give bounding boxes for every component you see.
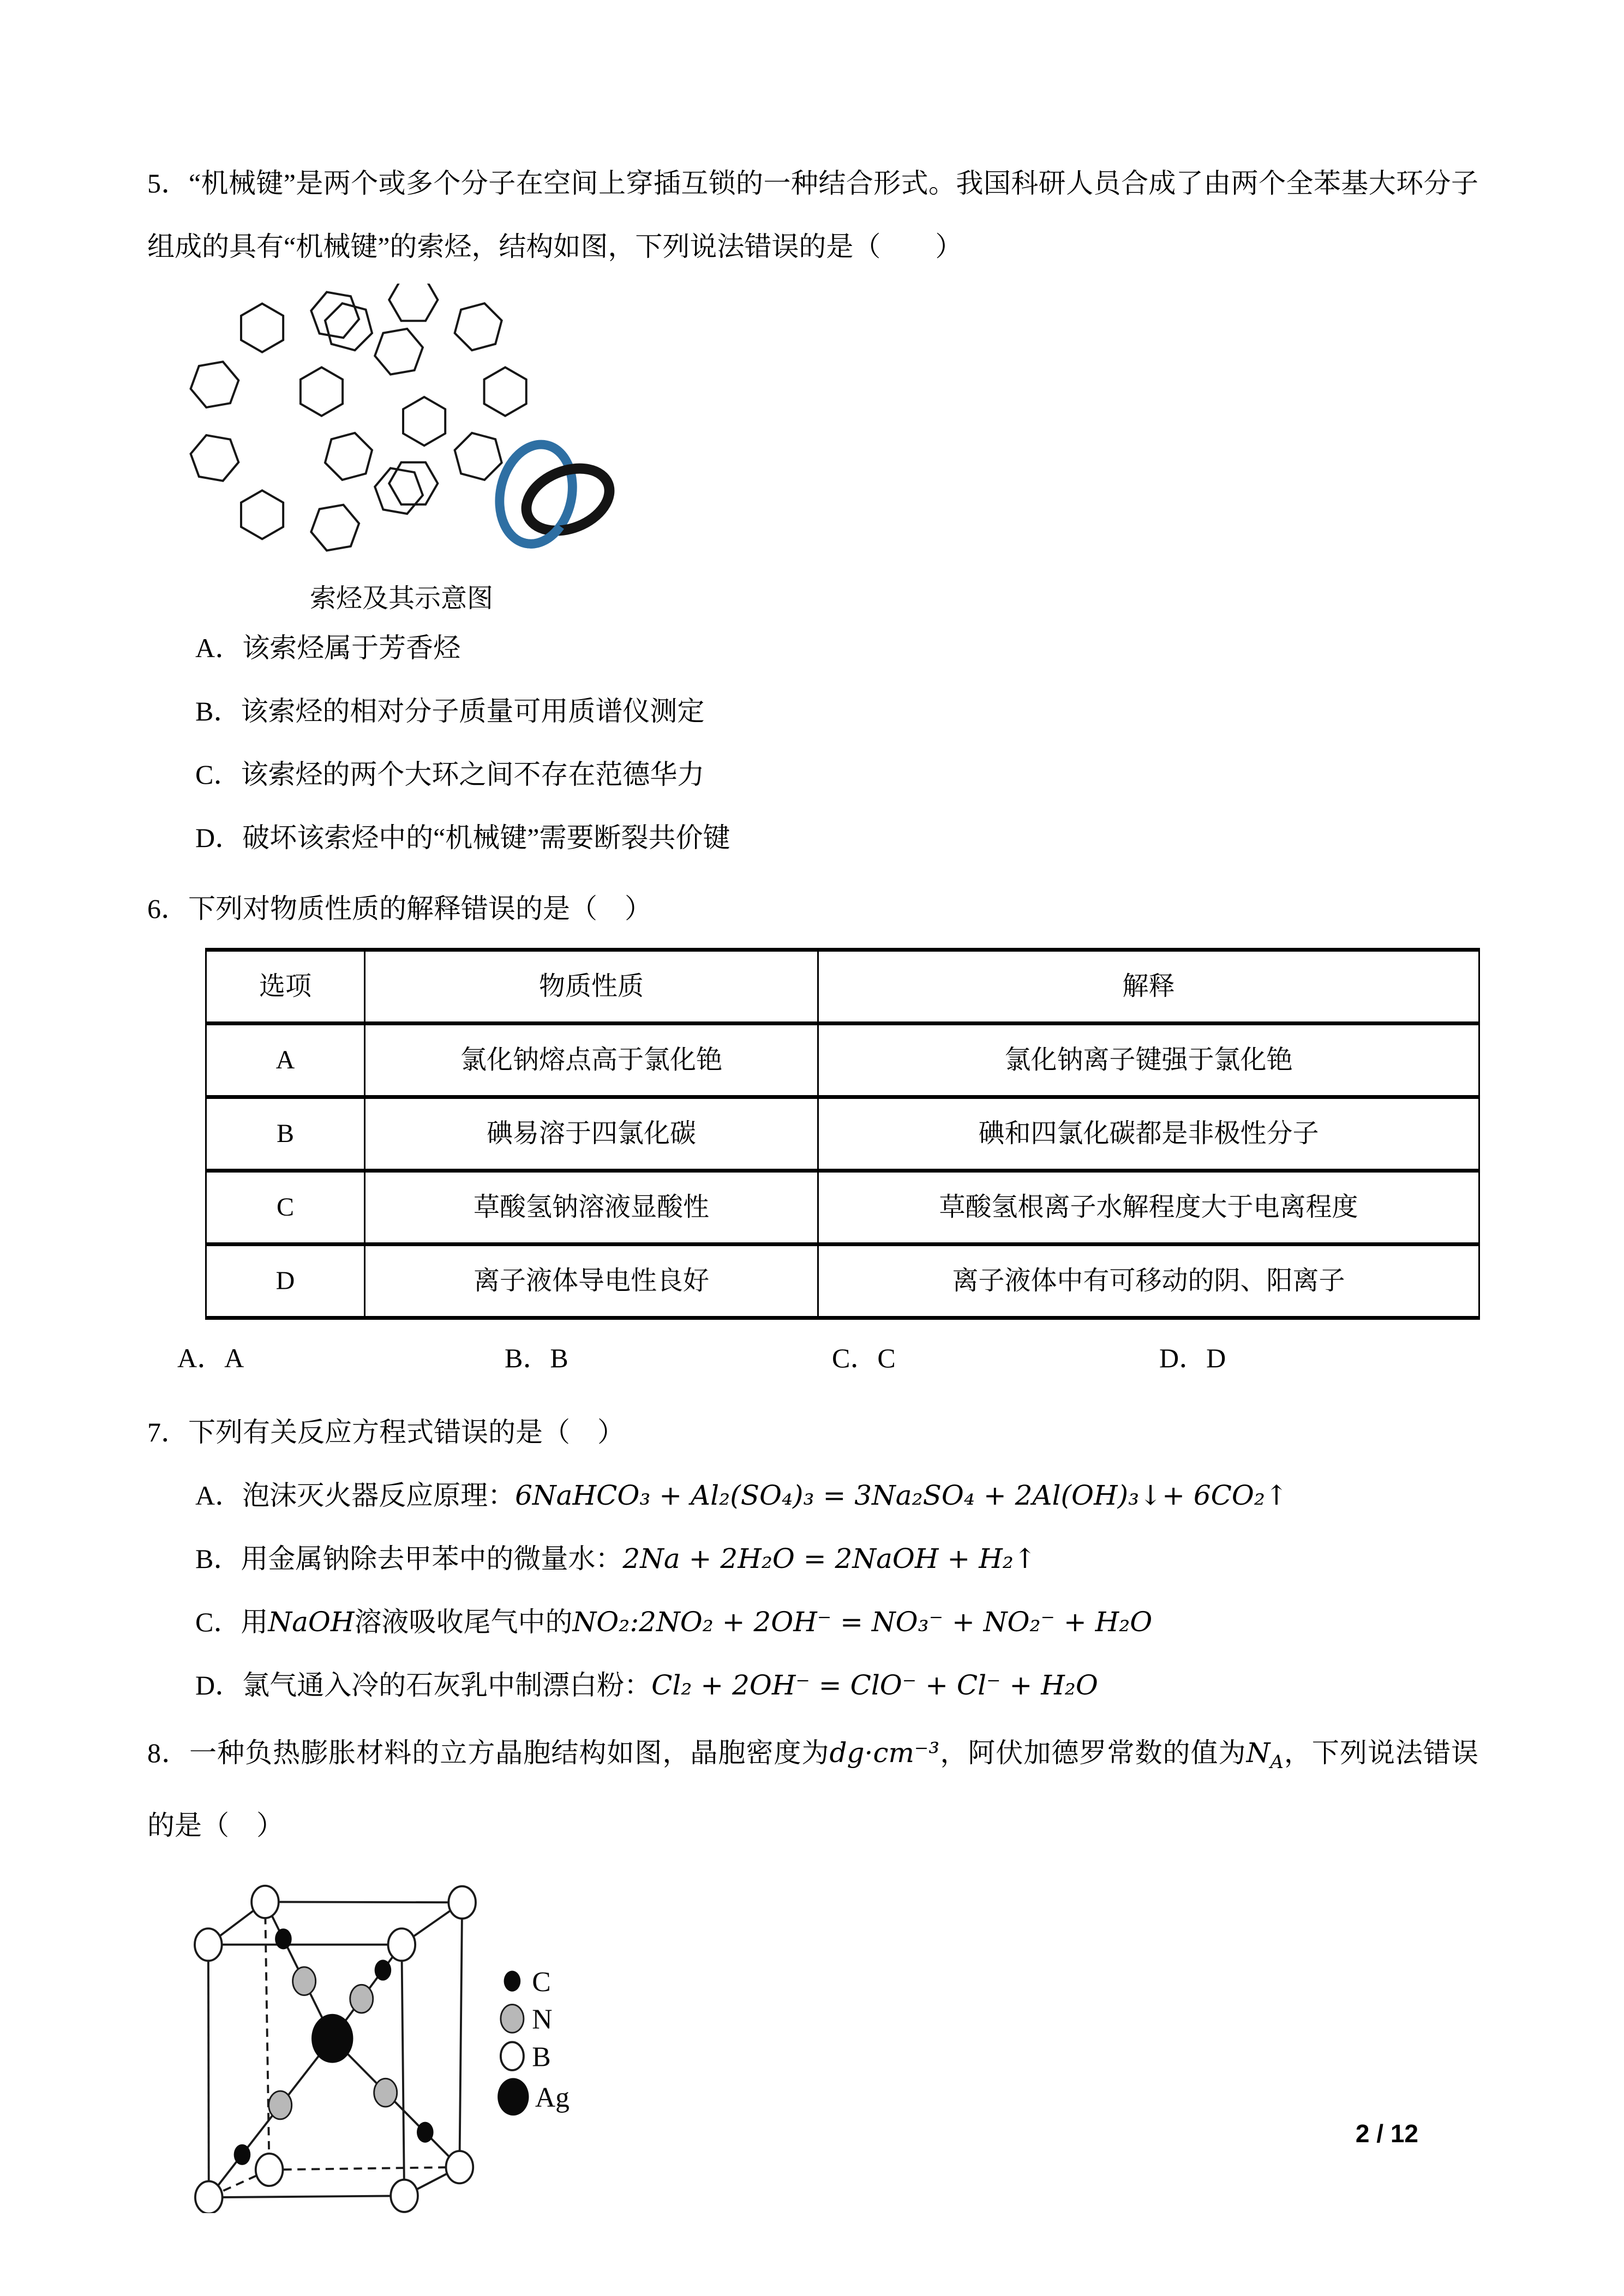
question-5 (147, 152, 1478, 869)
table-row: A 氯化钠熔点高于氯化铯 氯化钠离子键强于氯化铯 (206, 1024, 1479, 1097)
question-6-number: 6． (147, 893, 188, 924)
crystal-figure (147, 1869, 1478, 2235)
table-header-row (206, 950, 1479, 1024)
ag-atom (311, 2014, 353, 2063)
table-row: B 碘易溶于四氯化碳 碘和四氯化碳都是非极性分子 (206, 1097, 1479, 1171)
equation-d: Cl₂ + 2OH⁻ = ClO⁻ + Cl⁻ + H₂O (651, 1669, 1098, 1701)
catenane-structure-image (179, 284, 626, 559)
question-8-text: 8．一种负热膨胀材料的立方晶胞结构如图，晶胞密度为dg·cm⁻³，阿伏加德罗常数的值为$N_A$，下列说法错误的是（ ） (147, 1737, 1479, 1841)
q5-option-a: A．该索烃属于芳香烃 (195, 633, 461, 663)
q5-option-b: B．该索烃的相对分子质量可用质谱仪测定 (195, 696, 705, 726)
header-explanation: 解释 (818, 950, 1479, 1024)
crystal-legend (498, 1967, 570, 2115)
q5-option-c: C．该索烃的两个大环之间不存在范德华力 (195, 759, 705, 790)
q5-option-d: D．破坏该索烃中的“机械键”需要断裂共价键 (195, 822, 730, 853)
legend-b-icon (501, 2042, 524, 2070)
legend-b-label: B (532, 2041, 551, 2073)
header-option: 选项 (206, 950, 365, 1024)
catenane-figure (179, 284, 1478, 616)
question-7 (147, 1401, 1478, 1717)
question-5-options (147, 616, 1478, 869)
density-value: dg·cm⁻³ (829, 1737, 940, 1769)
page-content (147, 152, 1478, 2235)
header-property: 物质性质 (365, 950, 818, 1024)
q6-answer-a: A．A (177, 1343, 244, 1373)
crystal-cell-image (147, 1869, 616, 2213)
question-6 (147, 877, 1478, 1390)
avogadro-symbol: N (1246, 1737, 1271, 1769)
answer-options-row (147, 1326, 1478, 1390)
legend-ag-icon (498, 2078, 529, 2115)
q7-option-a: A．泡沫灭火器反应原理：6NaHCO₃ + Al₂(SO₄)₃ = 3Na₂SO₄ + 2Al(OH)₃↓+ 6CO₂↑ (195, 1480, 1288, 1511)
q6-answer-d: D．D (1159, 1343, 1226, 1373)
legend-n-label: N (532, 2004, 553, 2035)
q7-option-d: D．氯气通入冷的石灰乳中制漂白粉：Cl₂ + 2OH⁻ = ClO⁻ + Cl⁻ + H₂O (195, 1669, 1098, 1701)
question-5-text: 5．“机械键”是两个或多个分子在空间上穿插互锁的一种结合形式。我国科研人员合成了由两个全苯基大环分子组成的具有“机械键”的索烃，结构如图，下列说法错误的是（ ） (147, 168, 1478, 262)
legend-c-icon (504, 1971, 521, 1992)
legend-n-icon (501, 2005, 524, 2033)
table-row: D 离子液体导电性良好 离子液体中有可移动的阴、阳离子 (206, 1245, 1479, 1318)
q7-option-c: C．用NaOH溶液吸收尾气中的NO₂:2NO₂ + 2OH⁻ = NO₃⁻ + NO₂⁻ + H₂O (195, 1606, 1153, 1638)
properties-table (205, 948, 1480, 1320)
table-row: C 草酸氢钠溶液显酸性 草酸氢根离子水解程度大于电离程度 (206, 1171, 1479, 1245)
question-8-number: 8． (147, 1738, 190, 1768)
question-7-text: 7．下列有关反应方程式错误的是（ ） (147, 1417, 625, 1447)
equation-b: 2Na + 2H₂O = 2NaOH + H₂↑ (622, 1543, 1036, 1574)
equation-c: :2NO₂ + 2OH⁻ = NO₃⁻ + NO₂⁻ + H₂O (630, 1606, 1153, 1638)
page-number: 2 / 12 (1355, 2119, 1418, 2148)
q6-answer-b: B．B (505, 1343, 568, 1373)
question-7-number: 7． (147, 1417, 188, 1447)
q6-answer-c: C．C (832, 1343, 896, 1373)
legend-c-label: C (532, 1966, 551, 1998)
legend-ag-label: Ag (535, 2082, 570, 2113)
interlocked-rings-schematic (491, 438, 619, 551)
equation-a: 6NaHCO₃ + Al₂(SO₄)₃ = 3Na₂SO₄ + 2Al(OH)₃↓+ 6CO₂↑ (515, 1480, 1288, 1511)
figure-caption: 索烃及其示意图 (309, 584, 493, 613)
question-5-number: 5． (147, 168, 189, 199)
benzene-macrocycle-left (187, 290, 445, 553)
q7-option-b: B．用金属钠除去甲苯中的微量水：2Na + 2H₂O = 2NaOH + H₂↑ (195, 1543, 1036, 1574)
question-8 (147, 1721, 1478, 2235)
question-6-text: 6．下列对物质性质的解释错误的是（ ） (147, 893, 652, 924)
